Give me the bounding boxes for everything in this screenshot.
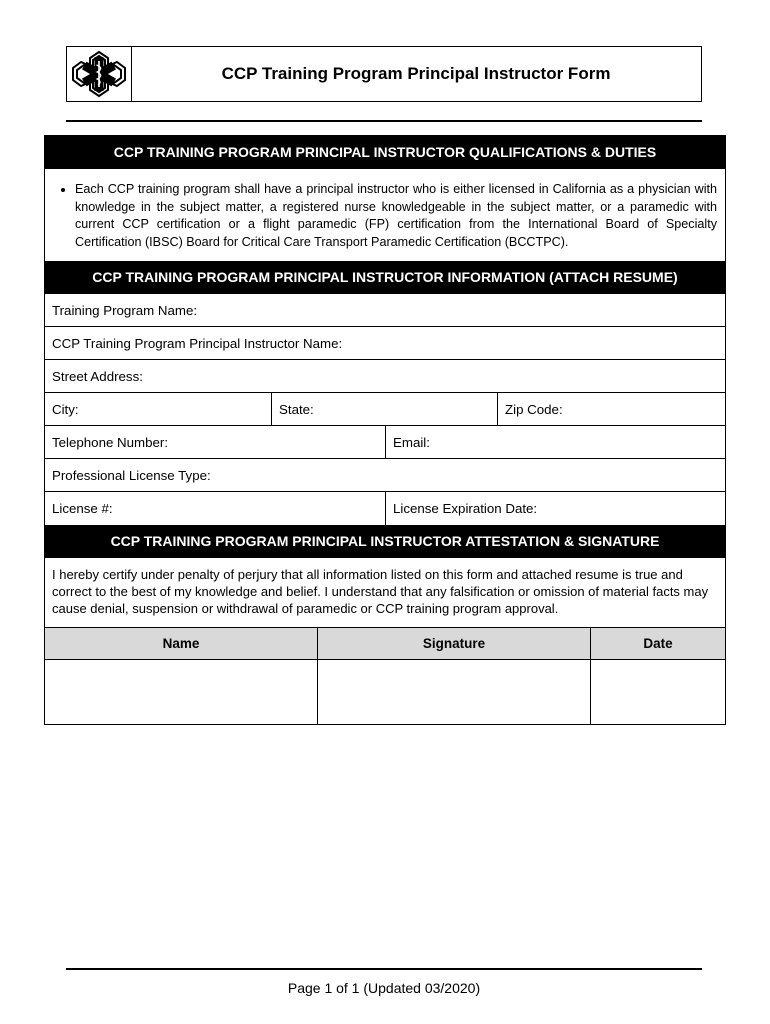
signature-table (45, 627, 725, 725)
page-footer: Page 1 of 1 (Updated 03/2020) (287, 980, 481, 996)
field-row (45, 459, 725, 492)
field-row (45, 426, 725, 459)
field-row (45, 294, 725, 327)
signature-cell[interactable] (318, 660, 591, 725)
city-field[interactable]: City: (52, 402, 79, 417)
form-header (66, 46, 702, 102)
page-title: CCP Training Program Principal Instructor Form (221, 64, 611, 83)
license-type-field[interactable]: Professional License Type: (52, 468, 211, 483)
footer-divider (66, 968, 702, 970)
list-item: • Each CCP training program shall have a principal instructor who is either licensed in California as a physician with knowledge in the subject matter, a registered nurse knowledgeable in the subject matter, or a paramedic with current CCP certification or a flight paramedic (FP) certification from the International Board of Specialty Certification (IBSC) Board for Critical Care Transport Paramedic Certification (BCCTPC). (75, 181, 717, 251)
email-field[interactable]: Email: (385, 426, 725, 458)
qualifications-list (45, 169, 725, 261)
signature-column-header: Signature (318, 628, 591, 660)
form-body (44, 135, 726, 725)
table-row (45, 660, 725, 725)
name-cell[interactable] (45, 660, 318, 725)
instructor-name-field[interactable]: CCP Training Program Principal Instructor Name: (52, 336, 343, 351)
license-expiration-field[interactable]: License Expiration Date: (385, 492, 725, 525)
field-row (45, 492, 725, 525)
street-address-field[interactable]: Street Address: (52, 369, 143, 384)
table-header-row (45, 628, 725, 660)
header-divider (66, 120, 702, 122)
information-heading: CCP TRAINING PROGRAM PRINCIPAL INSTRUCTOR INFORMATION (ATTACH RESUME) (45, 261, 725, 294)
date-column-header: Date (591, 628, 726, 660)
star-of-life-icon (70, 50, 128, 98)
date-cell[interactable] (591, 660, 726, 725)
field-row (45, 393, 725, 426)
license-number-field[interactable]: License #: (52, 501, 113, 516)
state-field[interactable]: State: (271, 393, 497, 425)
qualifications-heading: CCP TRAINING PROGRAM PRINCIPAL INSTRUCTOR QUALIFICATIONS & DUTIES (45, 136, 725, 169)
field-row (45, 360, 725, 393)
ems-logo (67, 47, 132, 101)
field-row (45, 327, 725, 360)
program-name-field[interactable]: Training Program Name: (52, 303, 198, 318)
name-column-header: Name (45, 628, 318, 660)
attestation-heading: CCP TRAINING PROGRAM PRINCIPAL INSTRUCTOR ATTESTATION & SIGNATURE (45, 525, 725, 558)
telephone-field[interactable]: Telephone Number: (52, 435, 169, 450)
zip-code-field[interactable]: Zip Code: (497, 393, 725, 425)
attestation-text: I hereby certify under penalty of perjury that all information listed on this form and attached resume is true and correct to the best of my knowledge and belief. I understand that any falsification or omission of material facts may cause denial, suspension or withdrawal of paramedic or CCP training program approval. (52, 567, 709, 616)
